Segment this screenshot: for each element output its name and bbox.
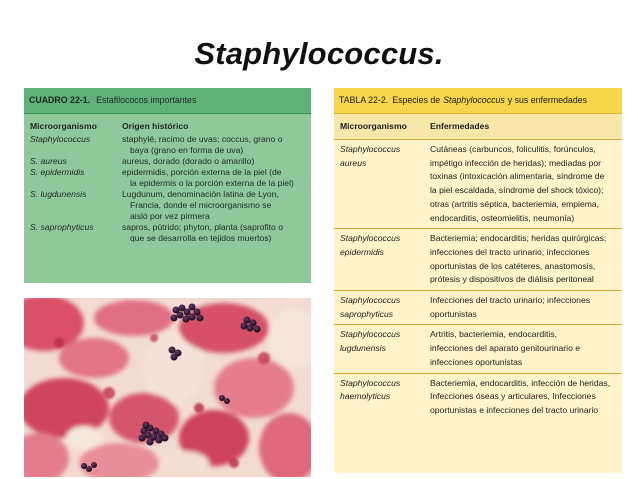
disease-line: oportunistas bbox=[430, 308, 477, 319]
origin-line: que se desarrolla en tejidos muertos) bbox=[130, 233, 272, 243]
disease-line: Infecciones óseas y articulares, Infecciones bbox=[430, 391, 596, 402]
species-genus: Staphylococcus bbox=[340, 329, 401, 340]
disease-line: endocarditis, osteomielitis, neumonía) bbox=[430, 212, 575, 223]
col-diseases: Enfermedades bbox=[430, 120, 490, 131]
tabla-title-genus: Staphylococcus bbox=[443, 94, 505, 105]
gram-stain-micrograph bbox=[24, 298, 311, 477]
tabla-row bbox=[334, 291, 622, 325]
cuadro-row bbox=[24, 167, 311, 189]
col-origin: Origen histórico bbox=[122, 121, 189, 131]
disease-line: Cutáneas (carbuncos, foliculitis, forúnculos, bbox=[430, 144, 596, 154]
col-microorganism: Microorganismo bbox=[30, 121, 97, 131]
tabla-column-headers bbox=[334, 114, 622, 140]
disease-line: Bacteriemia; endocarditis; heridas quirúrgicas; bbox=[430, 233, 607, 244]
disease-line: oportunistas e infecciones del tracto urinario bbox=[430, 404, 599, 415]
cuadro-table bbox=[24, 88, 311, 283]
disease-line: impétigo infección de heridas); mediadas por bbox=[430, 157, 602, 168]
organism-name: S. aureus bbox=[30, 156, 67, 166]
species-name: haemolyticus bbox=[340, 391, 391, 402]
cuadro-column-headers bbox=[24, 114, 311, 134]
origin-line: aureus, dorado (dorado o amarillo) bbox=[122, 156, 255, 166]
tabla-row bbox=[334, 374, 622, 421]
species-name: saprophyticus bbox=[340, 308, 394, 319]
cuadro-title: Estafilococos importantes bbox=[96, 95, 197, 105]
col-microorganism: Microorganismo bbox=[340, 120, 407, 131]
species-name: epidermidis bbox=[340, 246, 384, 257]
disease-line: Bacteriemia, endocarditis, infección de heridas, bbox=[430, 377, 611, 388]
disease-line: infecciones oportunistas bbox=[430, 356, 523, 367]
organism-name: S. saprophyticus bbox=[30, 222, 94, 232]
tabla-row bbox=[334, 229, 622, 291]
origin-line: sapros, pútrido; phyton, planta (saprofito o bbox=[122, 222, 283, 232]
cuadro-number: CUADRO 22-1. bbox=[29, 95, 91, 105]
disease-line: la piel escaldada, síndrome del shock tóxico); bbox=[430, 185, 604, 196]
tabla-header bbox=[334, 88, 622, 114]
disease-line: toxinas (intoxicación alimentaria, síndrome de bbox=[430, 171, 605, 182]
tabla-title-suffix: y sus enfermedades bbox=[507, 94, 588, 105]
disease-line: infecciones del aparato genitourinario e bbox=[430, 343, 581, 354]
tabla-row bbox=[334, 325, 622, 373]
cuadro-row bbox=[24, 222, 311, 244]
tabla-row bbox=[334, 140, 622, 229]
disease-line: Artritis, bacteriemia, endocarditis, bbox=[430, 329, 558, 340]
disease-line: infecciones del tracto urinario; infecciones bbox=[430, 246, 590, 257]
organism-name: Staphylococcus bbox=[30, 134, 91, 144]
tabla-title-prefix: Especies de bbox=[392, 94, 441, 105]
cuadro-row bbox=[24, 134, 311, 156]
origin-line: Francia, donde el microorganismo se bbox=[130, 200, 272, 210]
organism-name: S. epidermidis bbox=[30, 167, 85, 177]
organism-name: S. lugdunensis bbox=[30, 189, 87, 199]
disease-line: otras (artritis séptica, bacteriemia, empiema, bbox=[430, 198, 600, 209]
tabla-number: TABLA 22-2. bbox=[339, 94, 389, 105]
species-genus: Staphylococcus bbox=[340, 295, 401, 306]
origin-line: epidermidis, porción externa de la piel (de bbox=[122, 167, 282, 177]
disease-line: oportunistas de los catéteres, anastomosis, bbox=[430, 260, 596, 271]
origin-line: baya (grano en forma de uva) bbox=[130, 145, 244, 155]
species-genus: Staphylococcus bbox=[340, 144, 401, 154]
species-name: aureus bbox=[340, 157, 367, 168]
origin-line: aisló por vez pirmera bbox=[130, 211, 210, 221]
cuadro-row bbox=[24, 156, 311, 167]
origin-line: staphylé, racimo de uvas; coccus, grano o bbox=[122, 134, 283, 144]
cuadro-row bbox=[24, 189, 311, 222]
disease-line: prótesis y dispositivos de diálisis peritoneal bbox=[430, 274, 594, 285]
species-genus: Staphylococcus bbox=[340, 377, 401, 388]
species-genus: Staphylococcus bbox=[340, 233, 401, 244]
species-name: lugdunensis bbox=[340, 343, 386, 354]
slide-title: Staphylococcus. bbox=[194, 36, 444, 71]
tabla-table bbox=[334, 88, 622, 473]
origin-line: la epidermis o la porción externa de la piel) bbox=[130, 178, 294, 188]
origin-line: Lugdunum, denominación latina de Lyon, bbox=[122, 189, 279, 199]
disease-line: Infecciones del tracto urinario; infecciones bbox=[430, 295, 591, 306]
cuadro-header bbox=[24, 88, 311, 114]
